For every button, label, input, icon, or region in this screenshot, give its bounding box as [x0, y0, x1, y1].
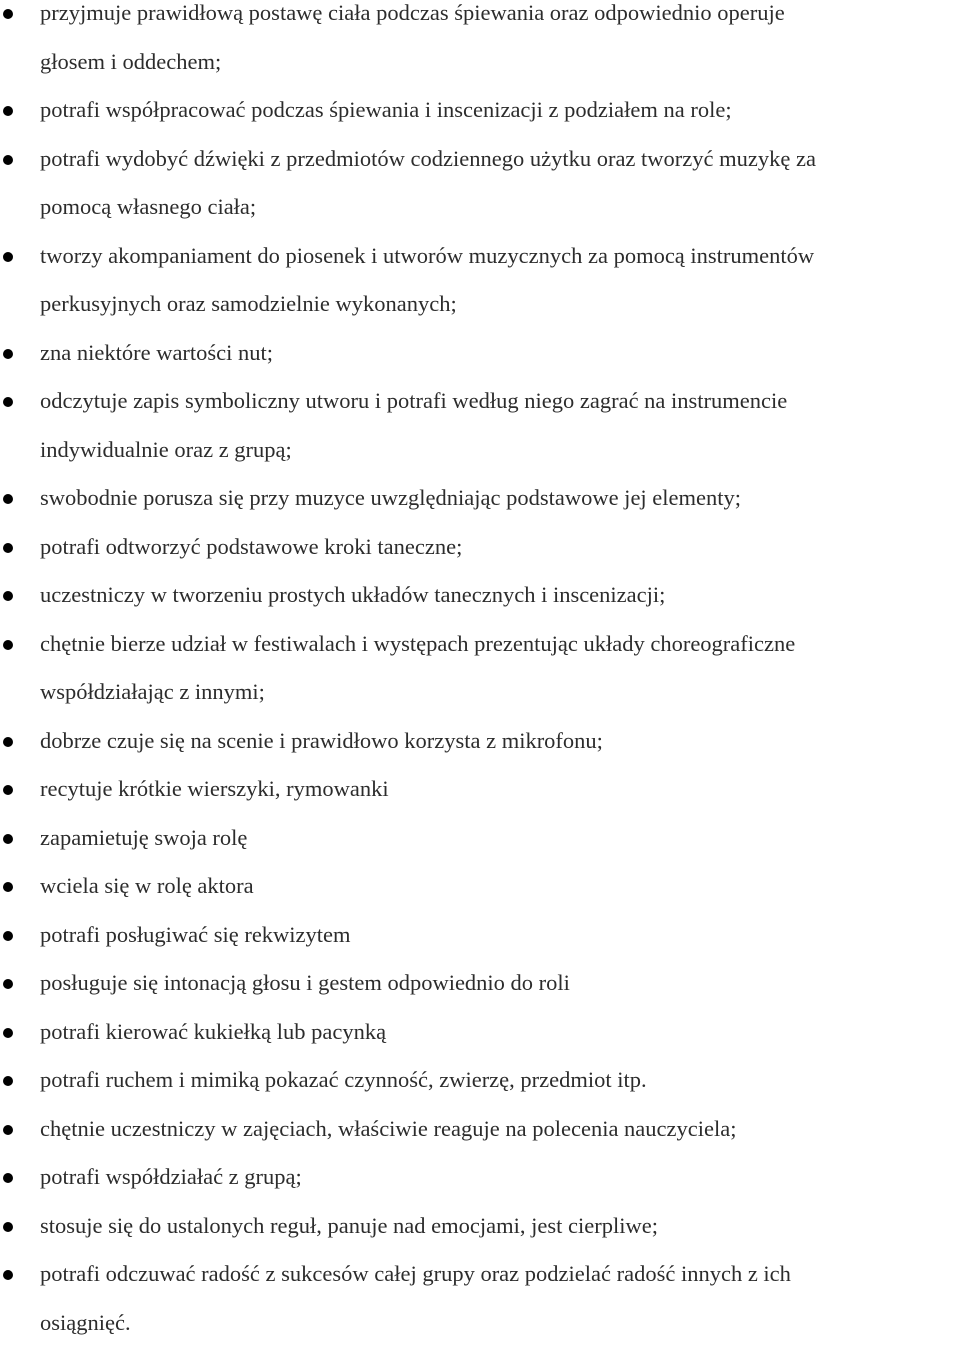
- bullet-icon: [3, 543, 13, 553]
- list-item: [0, 620, 960, 717]
- list-item-text-line: potrafi posługiwać się rekwizytem: [40, 911, 946, 960]
- list-item: [0, 523, 960, 572]
- bullet-icon: [3, 397, 13, 407]
- list-item: [0, 1008, 960, 1057]
- list-item: [0, 0, 960, 86]
- list-item-text-line: przyjmuje prawidłową postawę ciała podczas śpiewania oraz odpowiednio operuje: [40, 0, 946, 38]
- list-item-text-line: stosuje się do ustalonych reguł, panuje nad emocjami, jest cierpliwe;: [40, 1202, 946, 1251]
- bullet-icon: [3, 737, 13, 747]
- list-item: [0, 474, 960, 523]
- list-item-text-line: swobodnie porusza się przy muzyce uwzględniając podstawowe jej elementy;: [40, 474, 946, 523]
- list-item: [0, 377, 960, 474]
- list-item: [0, 717, 960, 766]
- bullet-icon: [3, 494, 13, 504]
- list-item-text-line: potrafi współdziałać z grupą;: [40, 1153, 946, 1202]
- list-item: [0, 329, 960, 378]
- list-item: [0, 1250, 960, 1347]
- bullet-icon: [3, 591, 13, 601]
- list-item-text-line: potrafi współpracować podczas śpiewania i inscenizacji z podziałem na role;: [40, 86, 946, 135]
- list-item: [0, 814, 960, 863]
- bullet-icon: [3, 931, 13, 941]
- bullet-icon: [3, 640, 13, 650]
- list-item-text-line: głosem i oddechem;: [40, 38, 946, 87]
- list-item-text-line: pomocą własnego ciała;: [40, 183, 946, 232]
- list-item-text-line: indywidualnie oraz z grupą;: [40, 426, 946, 475]
- list-item: [0, 765, 960, 814]
- list-item-text-line: perkusyjnych oraz samodzielnie wykonanych;: [40, 280, 946, 329]
- bullet-icon: [3, 1028, 13, 1038]
- list-item: [0, 135, 960, 232]
- list-item-text-line: tworzy akompaniament do piosenek i utworów muzycznych za pomocą instrumentów: [40, 232, 946, 281]
- bullet-icon: [3, 349, 13, 359]
- list-item: [0, 862, 960, 911]
- list-item-text-line: współdziałając z innymi;: [40, 668, 946, 717]
- list-item-text-line: odczytuje zapis symboliczny utworu i potrafi według niego zagrać na instrumencie: [40, 377, 946, 426]
- bullet-icon: [3, 1076, 13, 1086]
- list-item-text-line: chętnie bierze udział w festiwalach i występach prezentując układy choreograficzne: [40, 620, 946, 669]
- bullet-icon: [3, 1125, 13, 1135]
- list-item: [0, 1153, 960, 1202]
- list-item-text-line: zna niektóre wartości nut;: [40, 329, 946, 378]
- list-item-text-line: dobrze czuje się na scenie i prawidłowo korzysta z mikrofonu;: [40, 717, 946, 766]
- list-item-text-line: potrafi odczuwać radość z sukcesów całej grupy oraz podzielać radość innych z ich: [40, 1250, 946, 1299]
- list-item-text-line: uczestniczy w tworzeniu prostych układów tanecznych i inscenizacji;: [40, 571, 946, 620]
- bullet-icon: [3, 155, 13, 165]
- bullet-icon: [3, 252, 13, 262]
- list-item: [0, 1056, 960, 1105]
- list-item-text-line: osiągnięć.: [40, 1299, 946, 1347]
- list-item: [0, 232, 960, 329]
- bullet-icon: [3, 834, 13, 844]
- list-item-text-line: zapamietuję swoja rolę: [40, 814, 946, 863]
- list-item-text-line: chętnie uczestniczy w zajęciach, właściwie reaguje na polecenia nauczyciela;: [40, 1105, 946, 1154]
- list-item: [0, 1105, 960, 1154]
- bullet-icon: [3, 882, 13, 892]
- bullet-icon: [3, 9, 13, 19]
- bullet-icon: [3, 106, 13, 116]
- list-item-text-line: recytuje krótkie wierszyki, rymowanki: [40, 765, 946, 814]
- list-item-text-line: potrafi ruchem i mimiką pokazać czynność, zwierzę, przedmiot itp.: [40, 1056, 946, 1105]
- list-item: [0, 86, 960, 135]
- list-item: [0, 911, 960, 960]
- list-item-text-line: potrafi kierować kukiełką lub pacynką: [40, 1008, 946, 1057]
- bullet-icon: [3, 979, 13, 989]
- list-item-text-line: potrafi odtworzyć podstawowe kroki taneczne;: [40, 523, 946, 572]
- list-item: [0, 959, 960, 1008]
- list-item-text-line: wciela się w rolę aktora: [40, 862, 946, 911]
- list-item-text-line: posługuje się intonacją głosu i gestem odpowiednio do roli: [40, 959, 946, 1008]
- bullet-icon: [3, 785, 13, 795]
- bullet-icon: [3, 1270, 13, 1280]
- list-item: [0, 1202, 960, 1251]
- list-item: [0, 571, 960, 620]
- list-item-text-line: potrafi wydobyć dźwięki z przedmiotów codziennego użytku oraz tworzyć muzykę za: [40, 135, 946, 184]
- bullet-icon: [3, 1173, 13, 1183]
- bullet-icon: [3, 1222, 13, 1232]
